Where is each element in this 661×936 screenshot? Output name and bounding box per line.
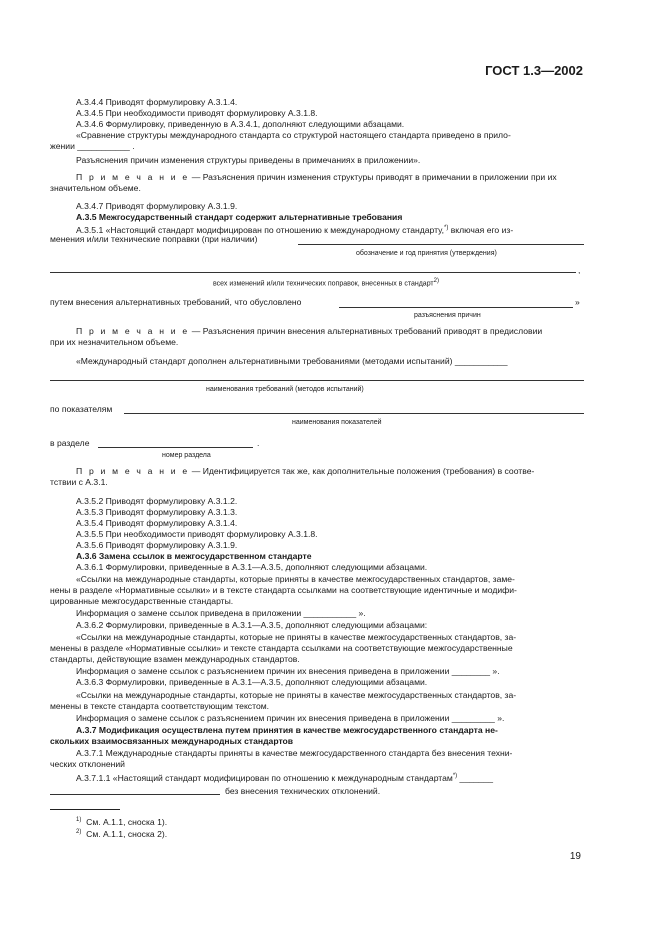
para-a3-5-4: А.3.5.4 Приводят формулировку А.3.1.4. <box>76 518 238 528</box>
para-line: менения и/или технические поправки (при наличии) <box>50 234 258 244</box>
quote-line: Разъяснения причин изменения структуры приведены в примечаниях в приложении». <box>76 155 421 165</box>
field-caption: наименования требований (методов испытаний) <box>206 386 364 393</box>
quote-line: стандарты, действующие взамен международных стандартов. <box>50 654 300 664</box>
quote-line: «Сравнение структуры международного стандарта со структурой настоящего стандарта приведено в прило- <box>76 130 511 140</box>
page-number: 19 <box>569 851 581 862</box>
footnote-separator <box>50 809 120 810</box>
para-line: без внесения технических отклонений. <box>225 786 381 796</box>
section-heading-a3-5: А.3.5 Межгосударственный стандарт содержит альтернативные требования <box>76 212 403 222</box>
quote-line: жении ___________ . <box>50 141 135 151</box>
para-a3-4-4: А.3.4.4 Приводят формулировку А.3.1.4. <box>76 97 238 107</box>
quote-line: цированные межгосударственные стандарты. <box>50 596 234 606</box>
field-caption: номер раздела <box>162 452 211 459</box>
para-line: путем внесения альтернативных требований, что обусловлено <box>50 297 302 307</box>
para-line: «Международный стандарт дополнен альтернативными требованиями (методами испытаний) ___________ <box>76 356 508 366</box>
punctuation: , <box>578 265 581 275</box>
fill-in-blank <box>98 447 253 448</box>
para-a3-5-5: А.3.5.5 При необходимости приводят формулировку А.3.1.8. <box>76 529 318 539</box>
para-a3-4-6: А.3.4.6 Формулировку, приведенную в А.3.4.1, дополняют следующими абзацами. <box>76 119 405 129</box>
footnote-number: 1) <box>76 817 82 823</box>
fill-in-blank <box>124 413 584 414</box>
para-a3-4-5: А.3.4.5 При необходимости приводят формулировку А.3.1.8. <box>76 108 318 118</box>
para-text: _______ <box>457 772 494 783</box>
note-text: — Разъяснения причин внесения альтернативных требований приводят в предисловии <box>189 326 543 336</box>
para-text: включая его из- <box>448 224 514 235</box>
note-line: тствии с А.3.1. <box>50 477 108 487</box>
section-heading-a3-7-cont: скольких взаимосвязанных международных стандартов <box>50 736 294 746</box>
para-line: ческих отклонений <box>50 759 125 769</box>
para-line: по показателям <box>50 404 113 414</box>
para-line: в разделе <box>50 438 90 448</box>
punctuation: » <box>575 297 580 307</box>
note-text: — Разъяснения причин изменения структуры приводят в примечании в приложении при их <box>189 172 557 182</box>
footnote-text: См. А.1.1, сноска 2). <box>86 828 168 839</box>
section-heading-a3-6: А.3.6 Замена ссылок в межгосударственном стандарте <box>76 551 312 561</box>
footnote-2 <box>76 827 583 840</box>
quote-line: нены в разделе «Нормативные ссылки» и в тексте стандарта ссылками на соответствующие идентичные и модифи- <box>50 585 517 595</box>
quote-line: менены в разделе «Нормативные ссылки» и тексте стандарта ссылками на соответствующие межгосударственные <box>50 643 513 653</box>
note-label: П р и м е ч а н и е <box>76 466 190 476</box>
quote-line: «Ссылки на международные стандарты, которые приняты в качестве межгосударственных стандартов, заме- <box>76 574 515 584</box>
footnote-ref: 2) <box>433 278 439 284</box>
section-heading-a3-7: А.3.7 Модификация осуществлена путем принятия в качестве межгосударственного стандарта не- <box>76 725 498 735</box>
quote-line: менены в тексте стандарта соответствующим текстом. <box>50 701 270 711</box>
field-caption <box>213 277 439 288</box>
field-caption: разъяснения причин <box>414 312 481 319</box>
para-a3-6-1: А.3.6.1 Формулировки, приведенные в А.3.1—А.3.5, дополняют следующими абзацами. <box>76 562 428 572</box>
quote-line: «Ссылки на международные стандарты, которые не приняты в качестве межгосударственных стандартов, за- <box>76 690 517 700</box>
fill-in-blank <box>50 272 576 273</box>
para-text: А.3.7.1.1 «Настоящий стандарт модифицирован по отношению к международным стандартам <box>76 772 453 783</box>
field-caption: наименования показателей <box>292 419 382 426</box>
quote-line: «Ссылки на международные стандарты, которые не приняты в качестве межгосударственных стандартов, за- <box>76 632 517 642</box>
para-a3-5-2: А.3.5.2 Приводят формулировку А.3.1.2. <box>76 496 238 506</box>
field-caption: обозначение и год принятия (утверждения) <box>356 250 497 257</box>
para-text: А.3.5.1 «Настоящий стандарт модифицирован по отношению к международному стандарту, <box>76 224 444 235</box>
note-label: П р и м е ч а н и е <box>76 172 190 182</box>
note-line <box>76 466 583 477</box>
note-line: при их незначительном объеме. <box>50 337 179 347</box>
para-a3-7-1-1 <box>76 771 583 784</box>
footnote-ref: *) <box>443 225 449 231</box>
fill-in-blank <box>50 794 220 795</box>
footnote-text: См. А.1.1, сноска 1). <box>86 816 168 827</box>
quote-line: Информация о замене ссылок приведена в приложении ___________ ». <box>76 608 366 618</box>
note-label: П р и м е ч а н и е <box>76 326 190 336</box>
para-a3-6-2: А.3.6.2 Формулировки, приведенные в А.3.1—А.3.5, дополняют следующими абзацами: <box>76 620 428 630</box>
note-line: значительном объеме. <box>50 183 141 193</box>
fill-in-blank <box>339 307 573 308</box>
punctuation: . <box>257 438 260 448</box>
para-a3-5-3: А.3.5.3 Приводят формулировку А.3.1.3. <box>76 507 238 517</box>
quote-line: Информация о замене ссылок с разъяснением причин их внесения приведена в приложении ________ ». <box>76 666 500 676</box>
document-header: ГОСТ 1.3—2002 <box>485 63 583 78</box>
fill-in-blank <box>298 244 584 245</box>
footnote-ref: *) <box>452 773 458 779</box>
note-line <box>76 172 583 183</box>
fill-in-blank <box>50 380 584 381</box>
footnote-number: 2) <box>76 829 82 835</box>
caption-text: всех изменений и/или технических поправок, внесенных в стандарт <box>213 280 434 288</box>
para-a3-5-6: А.3.5.6 Приводят формулировку А.3.1.9. <box>76 540 238 550</box>
para-a3-4-7: А.3.4.7 Приводят формулировку А.3.1.9. <box>76 201 238 211</box>
note-line <box>76 326 583 337</box>
footnote-1 <box>76 815 583 828</box>
quote-line: Информация о замене ссылок с разъяснением причин их внесения приведена в приложении _________ ». <box>76 713 505 723</box>
para-a3-7-1: А.3.7.1 Международные стандарты приняты в качестве межгосударственного стандарта без внесения техни- <box>76 748 513 758</box>
para-a3-6-3: А.3.6.3 Формулировки, приведенные в А.3.1—А.3.5, дополняют следующими абзацами. <box>76 677 428 687</box>
note-text: — Идентифицируется так же, как дополнительные положения (требования) в соотве- <box>189 466 535 476</box>
